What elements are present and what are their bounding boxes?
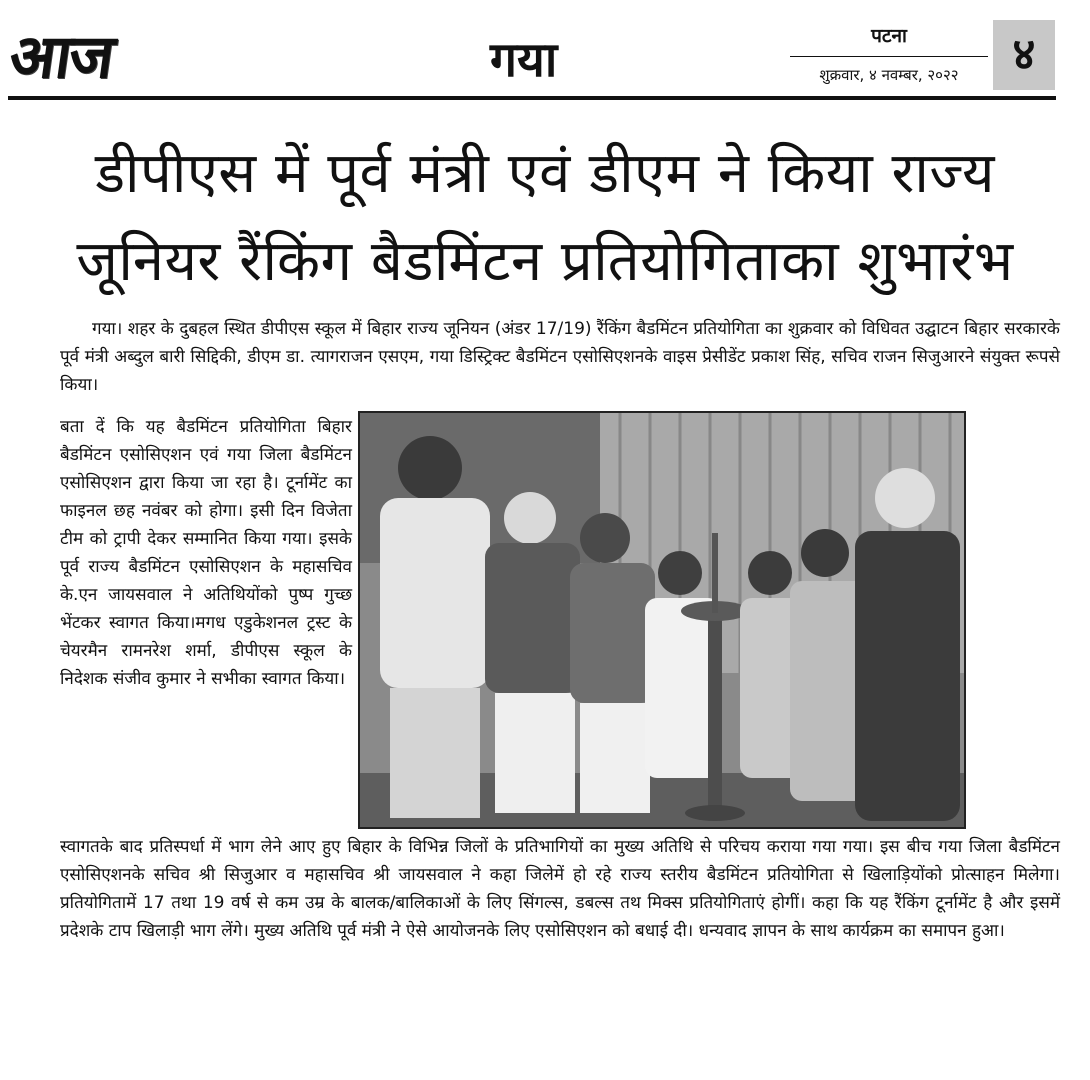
edition-date: शुक्रवार, ४ नवम्बर, २०२२ (819, 66, 959, 84)
edition-city: पटना (871, 25, 907, 47)
edition-info (790, 20, 988, 90)
article-side-column: बता दें कि यह बैडमिंटन प्रतियोगिता बिहार बैडमिंटन एसोसिएशन एवं गया जिला बैडमिंटन एसोसिएशन द्वारा किया जा रहा है। टूर्नामेंट का फाइनल छह नवंबर को होगा। इसी दिन विजेता टीम को ट्रापी देकर सम्मानित किया गया। इसके पूर्व राज्य बैडमिंटन एसोसिएशन के महासचिव के.एन जायसवाल ने अतिथियोंको पुष्प गुच्छ भेंटकर स्वागत किया।मगध एडुकेशनल ट्रस्ट के चेयरमैन रामनरेश शर्मा, डीपीएस स्कूल के निदेशक संजीव कुमार ने सभीका स्वागत किया। (60, 417, 352, 689)
event-photo (358, 411, 966, 829)
headline-line-1: डीपीएस में पूर्व मंत्री एवं डीएम ने किया राज्य (95, 141, 995, 206)
article-intro-paragraph: गया। शहर के दुबहल स्थित डीपीएस स्कूल में बिहार राज्य जूनियन (अंडर 17/19) रैंकिंग बैडमिंटन प्रतियोगिता का शुक्रवार को विधिवत उद्घाटन बिहार सरकारके पूर्व मंत्री अब्दुल बारी सिद्दिकी, डीएम डा. त्यागराजन एसएम, गया डिस्ट्रिक्ट बैडमिंटन एसोसिएशनके वाइस प्रेसीडेंट प्रकाश सिंह, सचिव राजन सिजुआरने संयुक्त रूपसे किया। (60, 319, 1060, 395)
masthead (0, 0, 1090, 100)
city-section-title: गया (490, 32, 558, 88)
lamp-lighting-photo-illustration (360, 413, 964, 827)
edition-divider (790, 56, 988, 57)
headline-line-2: जूनियर रैंकिंग बैडमिंटन प्रतियोगिताका शुभारंभ (76, 229, 1014, 294)
newspaper-logo: आज (5, 22, 117, 92)
masthead-divider (8, 96, 1056, 100)
page-number: ४ (993, 20, 1055, 90)
article-body-paragraph: स्वागतके बाद प्रतिस्पर्धा में भाग लेने आए हुए बिहार के विभिन्न जिलों के प्रतिभागियों का मुख्य अतिथि से परिचय कराया गया गया। इस बीच गया जिला बैडमिंटन एसोसिएशनके सचिव श्री सिजुआर व महासचिव श्री जायसवाल ने कहा जिलेमें हो रहे राज्य स्तरीय बैडमिंटन प्रतियोगिता से खिलाड़ियोंको प्रोत्साहन मिलेगा। प्रतियोगितामें 17 तथा 19 वर्ष से कम उम्र के बालक/बालिकाओं के लिए सिंगल्स, डबल्स तथ मिक्स प्रतियोगिताएं होगीं। कहा कि यह रैंकिंग टूर्नामेंट है और इसमें प्रदेशके टाप खिलाड़ी भाग लेंगे। मुख्य अतिथि पूर्व मंत्री ने ऐसे आयोजनके लिए एसोसिएशन को बधाई दी। धन्यवाद ज्ञापन के साथ कार्यक्रम का समापन हुआ। (60, 837, 1060, 941)
article-headline (20, 130, 1070, 306)
